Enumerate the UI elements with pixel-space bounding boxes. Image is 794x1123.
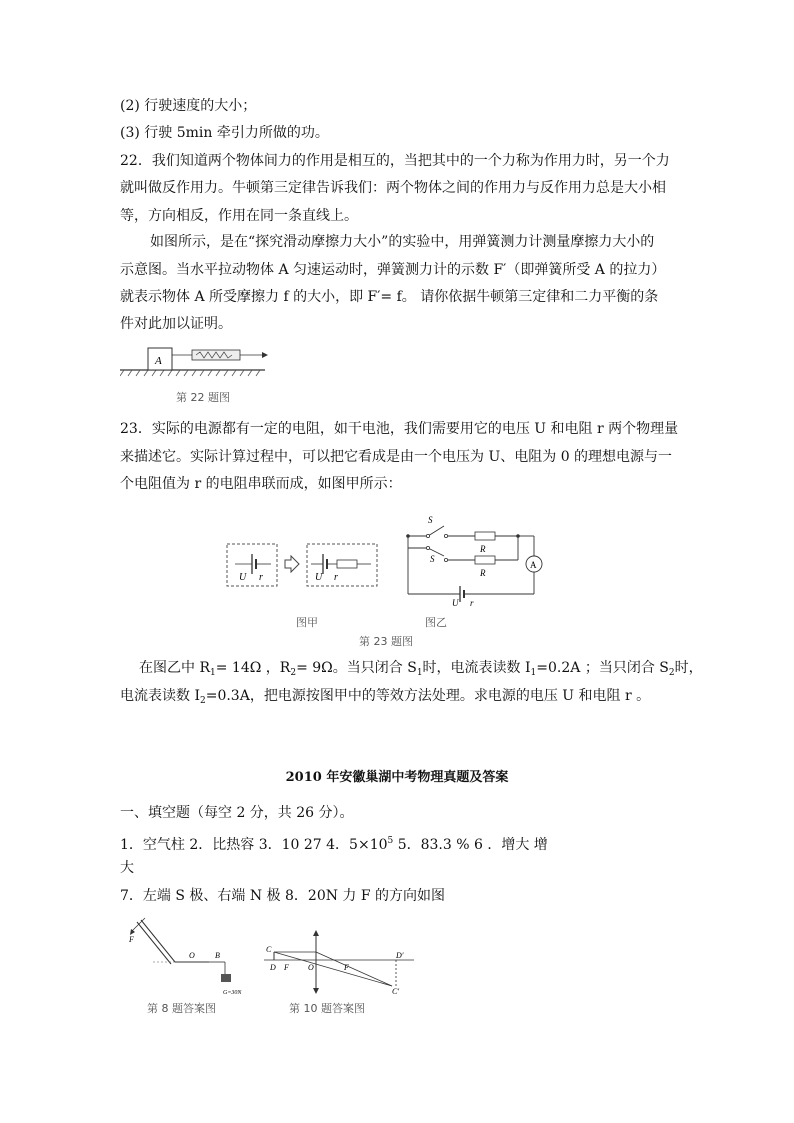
ammeter-label: A	[530, 560, 537, 570]
t: 5	[387, 836, 394, 846]
t: 2	[290, 668, 297, 678]
t: 1	[210, 668, 216, 678]
text-line	[120, 686, 650, 711]
arrow-icon	[262, 352, 268, 358]
answer-row: 7．左端 S 极、右端 N 极 8．20N 力 F 的方向如图	[120, 888, 446, 904]
text-line: 等，方向相反，作用在同一条直线上。	[120, 208, 358, 224]
text-line: 22．我们知道两个物体间力的作用是相互的，当把其中的一个力称为作用力时，另一个力	[120, 153, 670, 169]
label-o: O	[189, 951, 195, 960]
t: = 9Ω。当只闭合 S	[296, 660, 417, 676]
text-line: 示意图。当水平拉动物体 A 匀速运动时，弹簧测力计的示数 F′（即弹簧所受 A 的拉力）	[120, 262, 666, 278]
label-s1: S	[428, 515, 433, 525]
label-o: O	[308, 963, 314, 972]
t: 1．空气柱 2．比热容 3．10 27 4．5×10	[120, 837, 388, 853]
figure-10-diagram	[264, 930, 416, 996]
label-d: D	[270, 963, 276, 972]
caption-fig23-jia: 图甲	[296, 616, 318, 629]
resistor-r2	[475, 556, 495, 564]
label-r: r	[334, 572, 338, 583]
text-line: 就表示物体 A 所受摩擦力 f 的大小，即 F′= f。 请你依据牛顿第三定律和二力平衡的条	[120, 289, 659, 305]
resistor-r1	[475, 532, 495, 540]
block-label: A	[155, 355, 162, 367]
t: 时，电流表读数 I	[422, 660, 531, 676]
t: 2	[668, 668, 675, 678]
t: 在图乙中 R	[139, 660, 210, 676]
t: 电流表读数 I	[120, 688, 200, 704]
label-u: U	[239, 572, 247, 583]
t: 1	[416, 668, 423, 678]
caption-fig23-yi: 图乙	[425, 616, 447, 629]
figure-22-diagram	[120, 340, 280, 382]
label-r2: R	[480, 568, 486, 578]
text-line: 来描述它。实际计算过程中，可以把它看成是由一个电压为 U、电阻为 0 的理想电源与一	[120, 449, 673, 465]
caption-fig10: 第 10 题答案图	[289, 1002, 365, 1015]
label-f: F	[129, 935, 134, 944]
t: = 14Ω ，R	[215, 660, 291, 676]
label-s2: S	[430, 554, 435, 564]
figure-23-jia	[225, 540, 385, 590]
label-d2: D′	[396, 951, 404, 960]
t: 5．83.3 % 6 ．增大 增	[393, 837, 548, 853]
answer-row: 大	[120, 860, 134, 876]
t: 1	[530, 668, 537, 678]
label-c: C	[266, 945, 272, 954]
caption-fig23: 第 23 题图	[359, 635, 413, 648]
text-line	[139, 658, 703, 683]
text-line: 如图所示，是在“探究滑动摩擦力大小”的实验中，用弹簧测力计测量摩擦力大小的	[150, 234, 655, 250]
text-line: 件对此加以证明。	[120, 316, 232, 332]
label-r: r	[259, 572, 263, 583]
label-g: G=30N	[223, 990, 242, 996]
label-u: U	[452, 598, 459, 608]
t: =0.3A，把电源按图甲中的等效方法处理。求电源的电压 U 和电阻 r 。	[205, 688, 651, 704]
label-u: U	[315, 572, 323, 583]
label-r1: R	[480, 544, 486, 554]
answers-title: 2010 年安徽巢湖中考物理真题及答案	[285, 770, 509, 785]
t: 2	[199, 696, 206, 706]
t: =0.2A ；当只闭合 S	[536, 660, 669, 676]
label-f: F	[284, 963, 289, 972]
figure-23-yi	[400, 508, 550, 608]
arrow-right-icon	[285, 556, 299, 572]
text-line: 就叫做反作用力。牛顿第三定律告诉我们：两个物体之间的作用力与反作用力总是大小相	[120, 180, 666, 196]
caption-fig22: 第 22 题图	[176, 391, 230, 404]
label-c2: C′	[392, 987, 400, 996]
answer-row	[120, 831, 548, 855]
t: 时，	[674, 660, 703, 676]
text-line: 23．实际的电源都有一定的电阻，如干电池，我们需要用它的电压 U 和电阻 r 两个物理量	[120, 421, 679, 437]
text-line: (3) 行驶 5min 牵引力所做的功。	[120, 125, 329, 141]
label-b: B	[215, 951, 220, 960]
text-line: 个电阻值为 r 的电阻串联而成，如图甲所示：	[120, 476, 402, 492]
caption-fig8: 第 8 题答案图	[147, 1002, 216, 1015]
text-line: (2) 行驶速度的大小；	[120, 98, 257, 114]
figure-8-diagram	[125, 912, 245, 998]
label-f2: F	[344, 963, 349, 972]
label-r: r	[470, 598, 474, 608]
section-heading: 一、填空题（每空 2 分，共 26 分）。	[120, 805, 354, 821]
